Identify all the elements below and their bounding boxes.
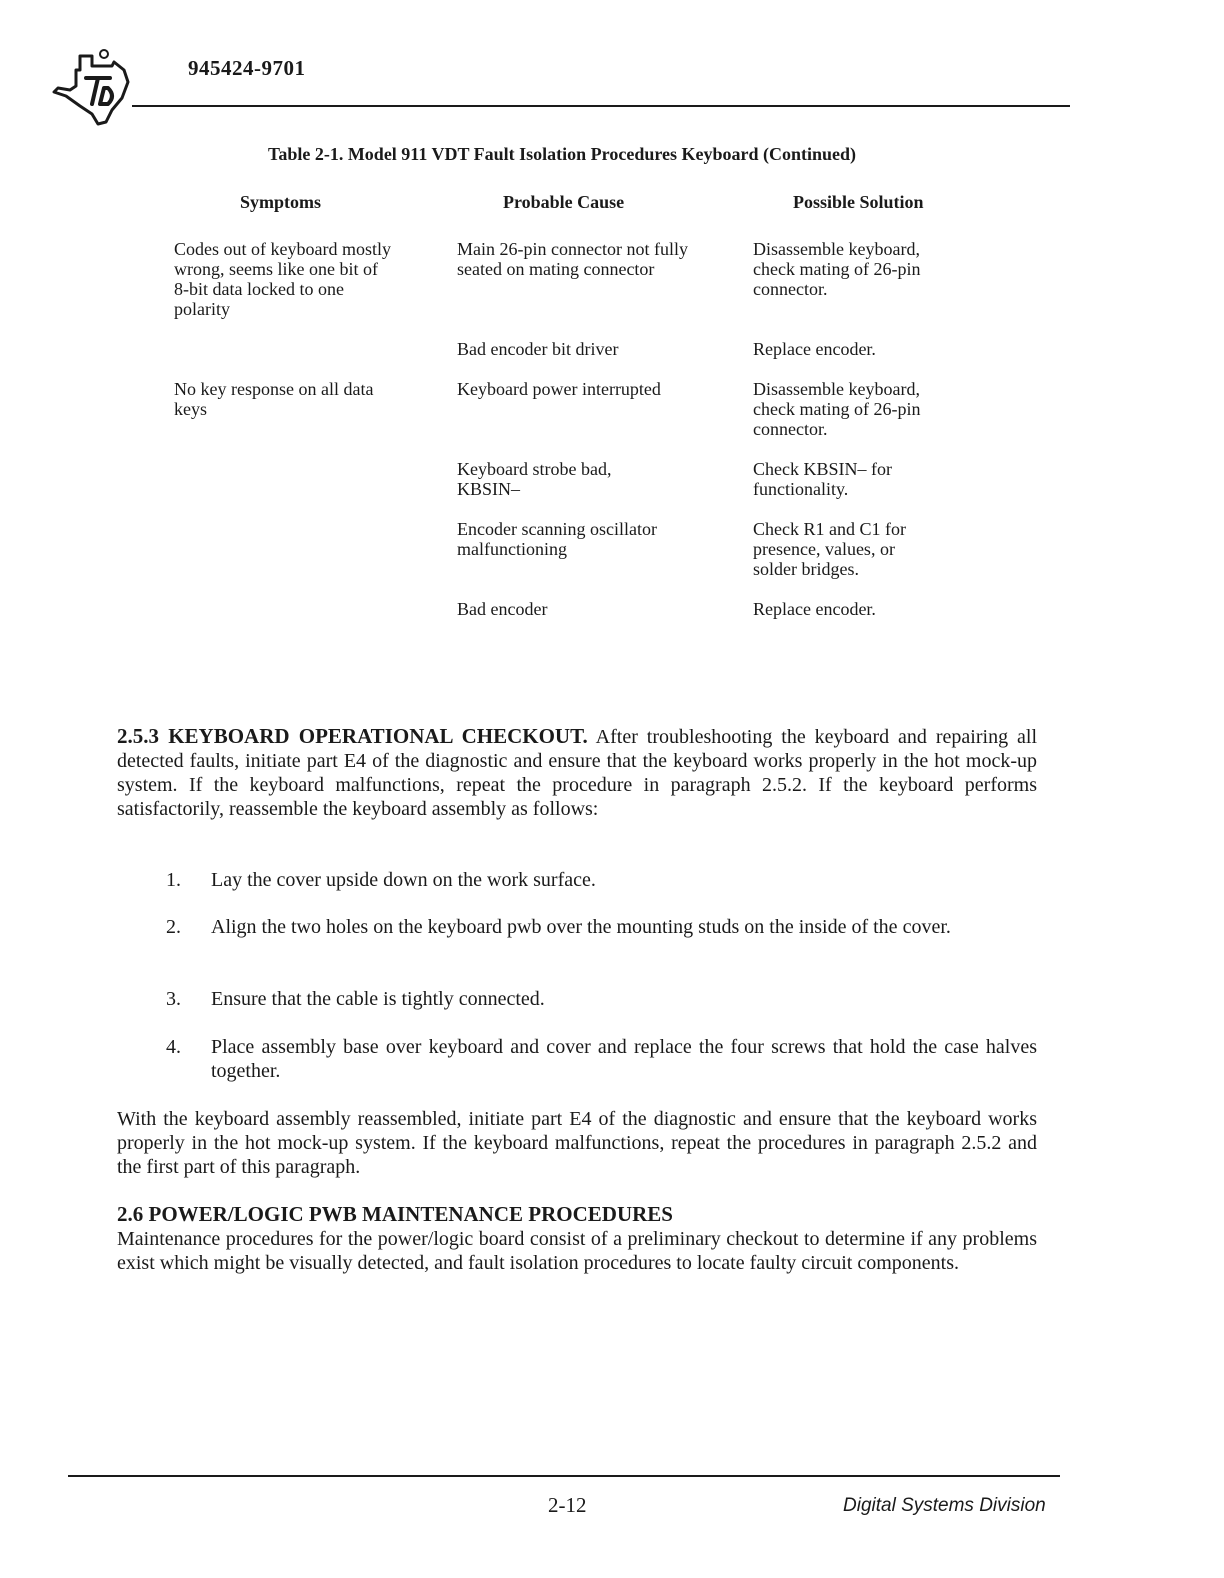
list-item-number: 1. <box>166 869 181 891</box>
table-cell-cause: Bad encoder <box>457 599 548 619</box>
section-2-5-3-closing: With the keyboard assembly reassembled, initiate part E4 of the diagnostic and ensure that the keyboard works properly in the hot mock-up system. If the keyboard malfunctions, repeat the procedures in paragraph 2.5.2 and the first part of this paragraph. <box>117 1108 1037 1178</box>
column-header-symptoms: Symptoms <box>240 192 322 212</box>
table-cell-solution: Check KBSIN– for functionality. <box>753 459 892 499</box>
list-item-number: 2. <box>166 916 181 938</box>
table-cell-solution: Replace encoder. <box>753 599 876 619</box>
list-item <box>117 915 1037 963</box>
list-item <box>117 1035 1037 1083</box>
list-item-text: Align the two holes on the keyboard pwb over the mounting studs on the inside of the cover. <box>211 916 951 938</box>
section-2-5-3-intro-text: After troubleshooting the keyboard and repairing all detected faults, initiate part E4 of the diagnostic and ensure that the keyboard works properly in the hot mock-up system. If the keyboard malfunctions, repeat the procedure in paragraph 2.5.2. If the keyboard performs satisfactorily, reassemble the keyboard assembly as follows: <box>117 726 1038 820</box>
list-item <box>117 868 1037 892</box>
ti-texas-logo-icon <box>52 48 132 128</box>
table-cell-cause: Keyboard power interrupted <box>457 379 661 399</box>
table-cell-cause: Keyboard strobe bad, KBSIN– <box>457 459 612 499</box>
list-item-text: Lay the cover upside down on the work surface. <box>211 869 596 891</box>
header-rule <box>132 105 1070 107</box>
table-title: Table 2-1. Model 911 VDT Fault Isolation Procedures Keyboard (Continued) <box>267 144 857 164</box>
list-item-text: Ensure that the cable is tightly connected. <box>211 988 545 1010</box>
footer-rule <box>68 1475 1060 1477</box>
column-header-probable-cause: Probable Cause <box>503 192 625 212</box>
section-2-6-heading: 2.6 POWER/LOGIC PWB MAINTENANCE PROCEDURES <box>117 1202 673 1226</box>
table-cell-cause: Bad encoder bit driver <box>457 339 619 359</box>
section-2-5-3-heading: 2.5.3 KEYBOARD OPERATIONAL CHECKOUT. <box>117 724 588 748</box>
table-cell-symptom: Codes out of keyboard mostly wrong, seems like one bit of 8-bit data locked to one polarity <box>174 239 391 319</box>
table-cell-symptom: No key response on all data keys <box>174 379 374 419</box>
table-cell-cause: Main 26-pin connector not fully seated on mating connector <box>457 239 688 279</box>
table-cell-cause: Encoder scanning oscillator malfunctioning <box>457 519 657 559</box>
section-2-6-body: Maintenance procedures for the power/logic board consist of a preliminary checkout to determine if any problems exist which might be visually detected, and fault isolation procedures to locate faulty circuit components. <box>117 1228 1037 1274</box>
list-item-number: 4. <box>166 1036 181 1058</box>
table-cell-solution: Disassemble keyboard, check mating of 26-pin connector. <box>753 239 921 299</box>
page-number: 2-12 <box>548 1493 587 1517</box>
table-cell-solution: Disassemble keyboard, check mating of 26-pin connector. <box>753 379 921 439</box>
list-item <box>117 987 1037 1011</box>
table-cell-solution: Replace encoder. <box>753 339 876 359</box>
table-cell-solution: Check R1 and C1 for presence, values, or solder bridges. <box>753 519 906 579</box>
list-item-number: 3. <box>166 988 181 1010</box>
section-2-5-3-intro <box>117 724 1037 821</box>
document-number: 945424-9701 <box>188 56 306 80</box>
list-item-text: Place assembly base over keyboard and cover and replace the four screws that hold the case halves together. <box>211 1036 1037 1082</box>
division-name: Digital Systems Division <box>843 1495 1046 1516</box>
column-header-possible-solution: Possible Solution <box>793 192 924 212</box>
